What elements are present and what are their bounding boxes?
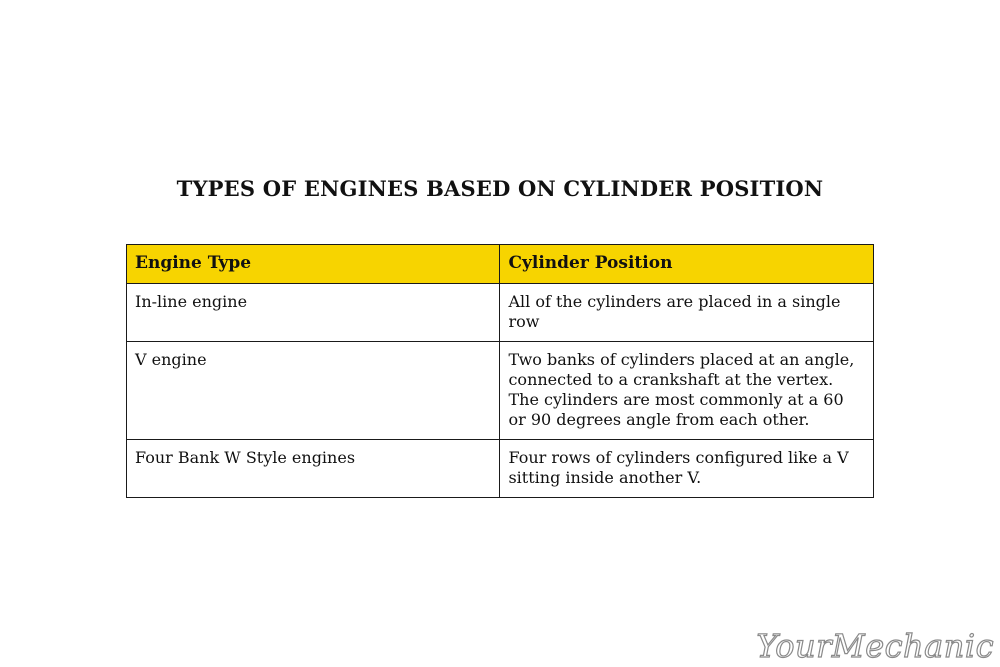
table-row: [127, 440, 874, 498]
table-row: [127, 284, 874, 342]
engine-types-table: [126, 244, 874, 498]
header-engine-type: Engine Type: [127, 245, 500, 284]
cell-cylinder-position: Four rows of cylinders configured like a V sitting inside another V.: [500, 440, 874, 498]
cell-cylinder-position: Two banks of cylinders placed at an angle, connected to a crankshaft at the vertex. The cylinders are most commonly at a 60 or 90 degrees angle from each other.: [500, 342, 874, 440]
header-cylinder-position: Cylinder Position: [500, 245, 874, 284]
page-title: TYPES OF ENGINES BASED ON CYLINDER POSITION: [176, 176, 824, 201]
cell-engine-type: V engine: [127, 342, 500, 440]
yourmechanic-watermark-logo: YourMechanic: [756, 627, 994, 665]
cell-engine-type: In-line engine: [127, 284, 500, 342]
cell-engine-type: Four Bank W Style engines: [127, 440, 500, 498]
cell-cylinder-position: All of the cylinders are placed in a single row: [500, 284, 874, 342]
table-row: [127, 342, 874, 440]
table-header-row: [127, 245, 874, 284]
